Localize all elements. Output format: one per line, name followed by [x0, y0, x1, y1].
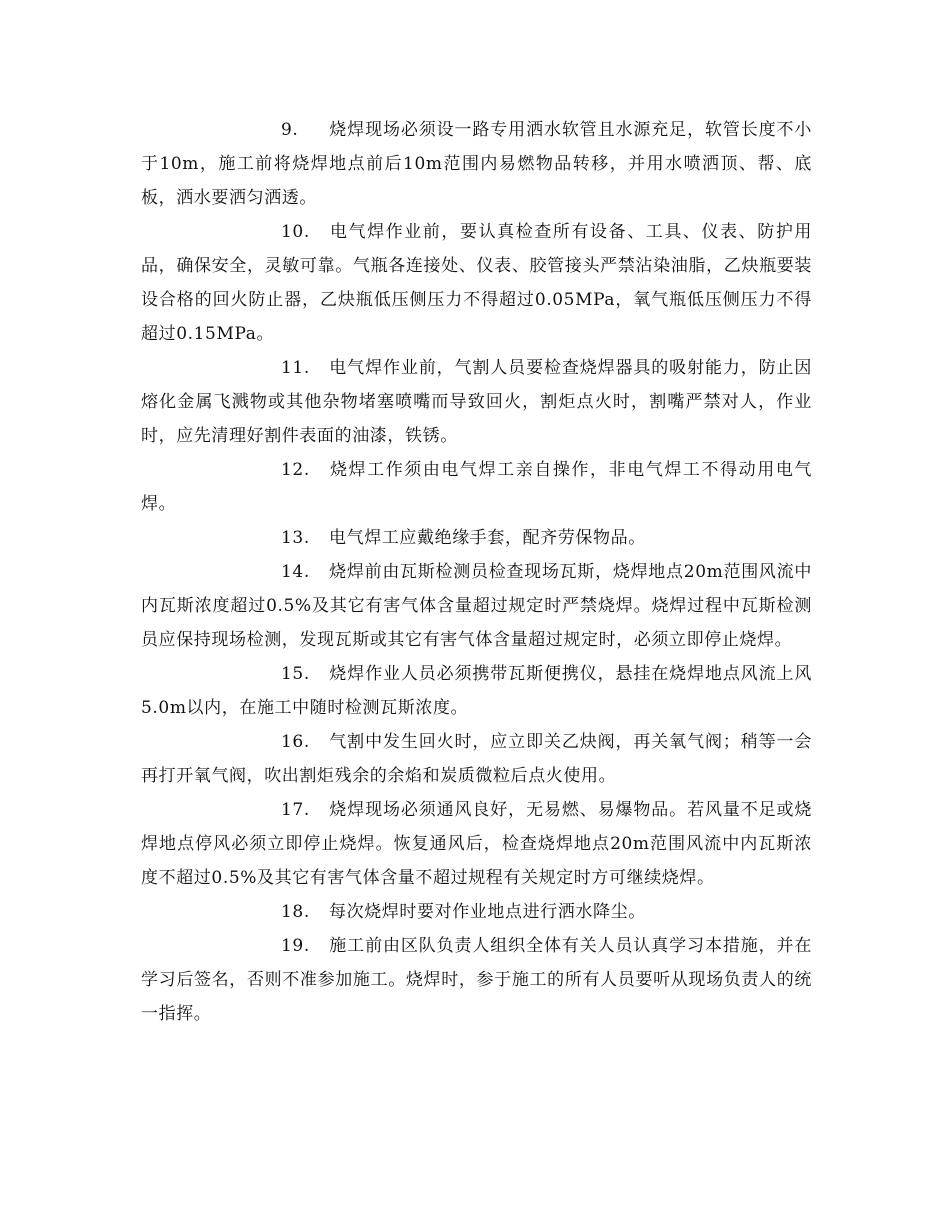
item-number: 19. [281, 936, 310, 956]
item-number: 13. [281, 528, 310, 548]
list-item [141, 725, 812, 793]
list-item [141, 895, 812, 929]
item-text: 气割中发生回火时，应立即关乙炔阀，再关氧气阀；稍等一会再打开氧气阀，吹出割炬残余的余焰和炭质微粒后点火使用。 [141, 732, 812, 786]
item-number: 14. [281, 562, 310, 582]
item-number: 18. [281, 902, 310, 922]
item-text: 烧焊现场必须通风良好，无易燃、易爆物品。若风量不足或烧焊地点停风必须立即停止烧焊。恢复通风后，检查烧焊地点20m范围风流中内瓦斯浓度不超过0.5%及其它有害气体含量不超过规程有关规定时方可继续烧焊。 [141, 800, 812, 888]
list-item [141, 793, 812, 895]
item-number: 12. [281, 460, 310, 480]
item-text: 烧焊现场必须设一路专用洒水软管且水源充足，软管长度不小于10m，施工前将烧焊地点前后10m范围内易燃物品转移，并用水喷洒顶、帮、底板，洒水要洒匀洒透。 [141, 120, 812, 208]
list-item [141, 929, 812, 1031]
list-item [141, 657, 812, 725]
item-text: 烧焊作业人员必须携带瓦斯便携仪，悬挂在烧焊地点风流上风5.0m以内，在施工中随时检测瓦斯浓度。 [141, 664, 812, 718]
item-number: 10. [281, 222, 310, 242]
list-item [141, 555, 812, 657]
item-text: 烧焊前由瓦斯检测员检查现场瓦斯，烧焊地点20m范围风流中内瓦斯浓度超过0.5%及其它有害气体含量超过规定时严禁烧焊。烧焊过程中瓦斯检测员应保持现场检测，发现瓦斯或其它有害气体含量超过规定时，必须立即停止烧焊。 [141, 562, 812, 650]
item-text: 电气焊作业前，气割人员要检查烧焊器具的吸射能力，防止因熔化金属飞溅物或其他杂物堵塞喷嘴而导致回火，割炬点火时，割嘴严禁对人，作业时，应先清理好割件表面的油漆，铁锈。 [141, 358, 812, 446]
item-text: 电气焊工应戴绝缘手套，配齐劳保物品。 [329, 528, 646, 548]
document-body [141, 113, 812, 1031]
list-item [141, 215, 812, 351]
item-number: 9. [281, 120, 299, 140]
item-text: 每次烧焊时要对作业地点进行洒水降尘。 [329, 902, 646, 922]
item-text: 电气焊作业前，要认真检查所有设备、工具、仪表、防护用品，确保安全，灵敏可靠。气瓶各连接处、仪表、胶管接头严禁沾染油脂，乙炔瓶要装设合格的回火防止器，乙炔瓶低压侧压力不得超过0.05MPa，氧气瓶低压侧压力不得超过0.15MPa。 [141, 222, 812, 344]
item-number: 11. [281, 358, 310, 378]
list-item [141, 521, 812, 555]
list-item [141, 113, 812, 215]
item-number: 15. [281, 664, 310, 684]
list-item [141, 453, 812, 521]
item-number: 17. [281, 800, 310, 820]
item-text: 施工前由区队负责人组织全体有关人员认真学习本措施，并在学习后签名，否则不准参加施工。烧焊时，参于施工的所有人员要听从现场负责人的统一指挥。 [141, 936, 812, 1024]
list-item [141, 351, 812, 453]
item-number: 16. [281, 732, 310, 752]
item-text: 烧焊工作须由电气焊工亲自操作，非电气焊工不得动用电气焊。 [141, 460, 812, 514]
